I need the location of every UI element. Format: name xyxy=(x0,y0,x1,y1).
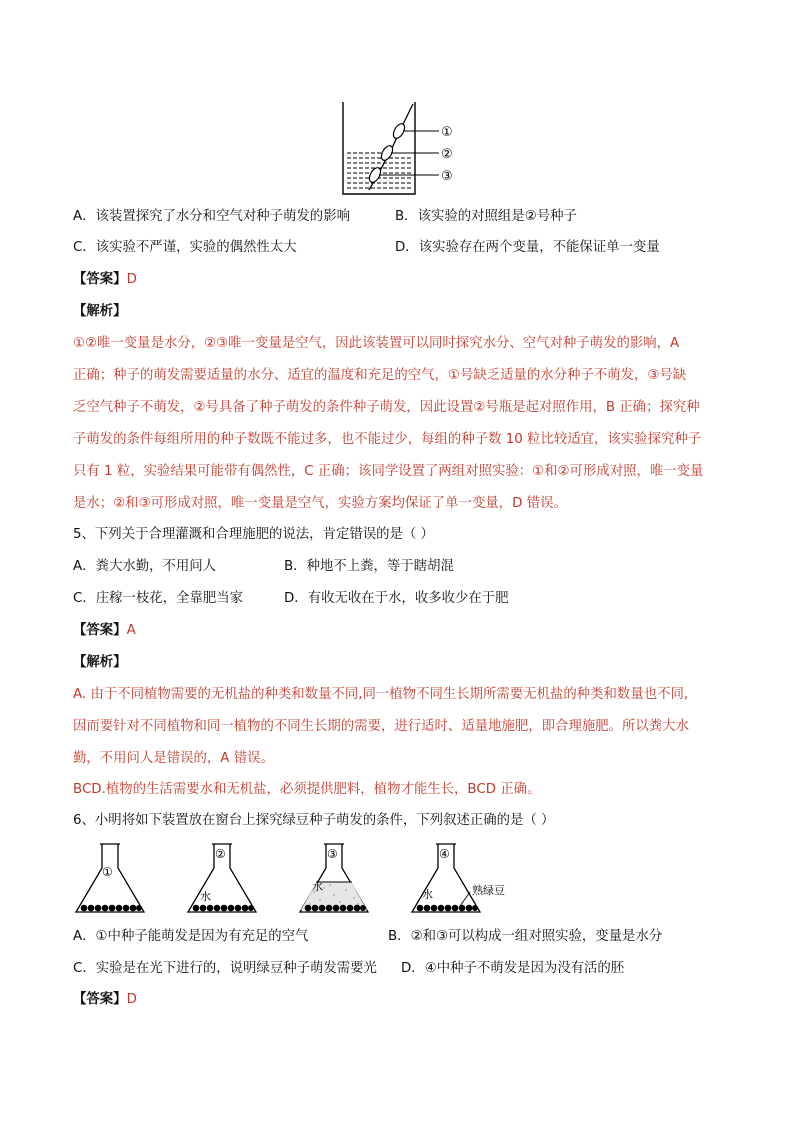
flask-4 xyxy=(412,844,505,912)
flask-label-3: ③ xyxy=(327,847,338,861)
q5-stem: 5、下列关于合理灌溉和合理施肥的说法，肯定错误的是（ ） xyxy=(73,527,434,542)
q4-analysis-label: 【解析】 xyxy=(73,304,127,319)
figure-label-2: ② xyxy=(441,147,453,162)
figure-label-3: ③ xyxy=(441,169,453,184)
q6-option-a: A．①中种子能萌发是因为有充足的空气 xyxy=(73,929,309,944)
q4-option-a: A．该装置探究了水分和空气对种子萌发的影响 xyxy=(73,209,350,224)
q4-answer xyxy=(73,270,137,290)
answer-value: A xyxy=(126,623,136,638)
answer-value: D xyxy=(126,992,137,1007)
q5-analysis-line: 因而要针对不同植物和同一植物的不同生长期的需要，进行适时、适量地施肥，即合理施肥。所以粪大水 xyxy=(73,719,689,734)
flask-figure xyxy=(70,840,550,920)
q4-analysis-line: 是水；②和③可形成对照，唯一变量是空气，实验方案均保证了单一变量，D 错误。 xyxy=(73,496,567,511)
q4-option-c: C．该实验不严谨，实验的偶然性太大 xyxy=(73,240,297,255)
flask-label-2: ② xyxy=(215,847,226,861)
q4-analysis-line: 子萌发的条件每组所用的种子数既不能过多，也不能过少，每组的种子数 10 粒比较适宜，该实验探究种子 xyxy=(73,432,702,447)
water-label: 水 xyxy=(422,888,433,901)
q6-option-b: B．②和③可以构成一组对照实验，变量是水分 xyxy=(388,929,663,944)
answer-label: 【答案】 xyxy=(73,992,127,1007)
water-label: 水 xyxy=(200,890,211,903)
q6-option-c: C．实验是在光下进行的，说明绿豆种子萌发需要光 xyxy=(73,961,377,976)
flask-2 xyxy=(188,844,256,912)
water-label: 水 xyxy=(312,880,323,893)
q4-option-b: B．该实验的对照组是②号种子 xyxy=(395,209,577,224)
q6-option-d: D．④中种子不萌发是因为没有活的胚 xyxy=(401,961,625,976)
q5-option-d: D．有收无收在于水，收多收少在于肥 xyxy=(284,591,509,606)
q5-option-a: A．粪大水勤，不用问人 xyxy=(73,559,217,574)
q4-analysis-line: 正确；种子的萌发需要适量的水分、适宜的温度和充足的空气，①号缺乏适量的水分种子不萌发，③号缺 xyxy=(73,368,687,383)
q5-option-b: B．种地不上粪，等于瞎胡混 xyxy=(284,559,454,574)
beaker-figure xyxy=(335,98,465,198)
q5-analysis-label: 【解析】 xyxy=(73,655,127,670)
answer-label: 【答案】 xyxy=(73,623,127,638)
q5-analysis-line: BCD.植物的生活需要水和无机盐，必须提供肥料，植物才能生长，BCD 正确。 xyxy=(73,782,541,797)
flask-label-4: ④ xyxy=(439,847,450,861)
q5-option-c: C．庄稼一枝花，全靠肥当家 xyxy=(73,591,244,606)
flask-3 xyxy=(300,844,368,912)
q4-analysis-line: 只有 1 粒，实验结果可能带有偶然性，C 正确；该同学设置了两组对照实验：①和②可形成对照，唯一变量 xyxy=(73,464,704,479)
q6-answer xyxy=(73,990,137,1010)
q5-analysis-line: A. 由于不同植物需要的无机盐的种类和数量不同,同一植物不同生长期所需要无机盐的种类和数量也不同, xyxy=(73,687,689,702)
q4-analysis-line: ①②唯一变量是水分，②③唯一变量是空气，因此该装置可以同时探究水分、空气对种子萌发的影响，A xyxy=(73,336,680,351)
figure-label-1: ① xyxy=(441,125,453,140)
q6-stem: 6、小明将如下装置放在窗台上探究绿豆种子萌发的条件，下列叙述正确的是（ ） xyxy=(73,813,555,828)
q5-answer xyxy=(73,621,136,641)
answer-label: 【答案】 xyxy=(73,272,127,287)
q4-option-d: D．该实验存在两个变量，不能保证单一变量 xyxy=(395,240,660,255)
q5-analysis-line: 勤，不用问人是错误的，A 错误。 xyxy=(73,751,274,766)
flask-label-1: ① xyxy=(102,865,113,879)
cooked-bean-label: 熟绿豆 xyxy=(472,884,505,897)
answer-value: D xyxy=(126,272,137,287)
flask-1 xyxy=(76,844,144,912)
q4-analysis-line: 乏空气种子不萌发，②号具备了种子萌发的条件种子萌发，因此设置②号瓶是起对照作用，B 正确；探究种 xyxy=(73,400,700,415)
